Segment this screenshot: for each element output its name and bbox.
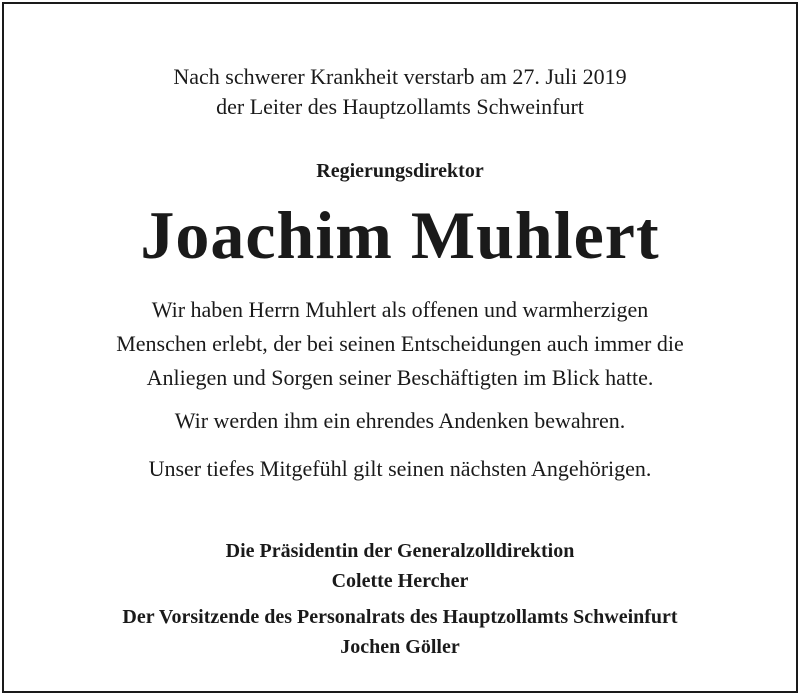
tribute-line-1: Wir haben Herrn Muhlert als offenen und warmherzigen: [151, 297, 649, 322]
deceased-title: Regierungsdirektor: [316, 160, 484, 182]
signatory-2-role: Der Vorsitzende des Personalrats des Hauptzollamts Schweinfurt: [122, 606, 678, 628]
intro-line-1: Nach schwerer Krankheit verstarb am 27. Juli 2019: [173, 64, 627, 89]
signatory-2-name: Jochen Göller: [340, 636, 460, 658]
condolence-line: Unser tiefes Mitgefühl gilt seinen nächsten Angehörigen.: [148, 456, 652, 481]
signatory-1-name: Colette Hercher: [331, 570, 469, 592]
tribute-line-2: Menschen erlebt, der bei seinen Entscheidungen auch immer die: [116, 331, 684, 356]
intro-line-2: der Leiter des Hauptzollamts Schweinfurt: [216, 94, 584, 119]
signatory-1-role: Die Präsidentin der Generalzolldirektion: [225, 540, 575, 562]
memory-line: Wir werden ihm ein ehrendes Andenken bewahren.: [174, 408, 626, 433]
obituary-notice: [2, 2, 798, 693]
tribute-line-3: Anliegen und Sorgen seiner Beschäftigten im Blick hatte.: [146, 365, 654, 390]
deceased-name: Joachim Muhlert: [140, 197, 660, 273]
